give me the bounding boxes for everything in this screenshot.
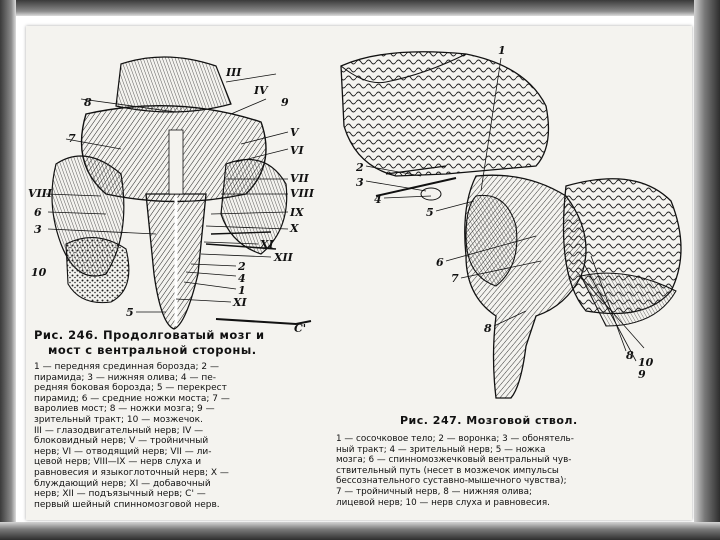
figure-246-title-line-2: мост с вентральной стороны. bbox=[48, 343, 257, 357]
figure-246-title bbox=[34, 328, 265, 358]
figure-246-caption bbox=[34, 362, 324, 510]
fig246-label-8: 8 bbox=[84, 96, 92, 109]
fig247-label-8-lower: 8 bbox=[484, 322, 492, 335]
caption-247-line: мозга; 6 — спинномозжечковый вентральный чув- bbox=[336, 455, 572, 466]
fig247-label-2: 2 bbox=[356, 161, 364, 174]
caption-247-line: 1 — сосочковое тело; 2 — воронка; 3 — обонятель- bbox=[336, 434, 574, 444]
caption-247-line: лицевой нерв; 10 — нерв слуха и равновесия. bbox=[336, 497, 550, 508]
caption-247-line: ствительный путь (несет в мозжечок импульсы bbox=[336, 465, 559, 476]
fig246-label-VII: VII bbox=[290, 172, 309, 185]
slide-frame-right bbox=[694, 0, 720, 540]
caption-246-line: нерв; XII — подъязычный нерв; C' — bbox=[34, 489, 206, 500]
slide-frame-top bbox=[0, 0, 720, 16]
fig246-label-XI-lower: XI bbox=[233, 296, 247, 309]
fig246-label-IV: IV bbox=[254, 84, 268, 97]
fig247-label-8: 8 bbox=[626, 349, 634, 362]
caption-247-line: ный тракт; 4 — зрительный нерв; 5 — ножка bbox=[336, 444, 546, 455]
fig246-label-6: 6 bbox=[34, 206, 42, 219]
caption-246-line: первый шейный спинномозговой нерв. bbox=[34, 499, 220, 510]
fig246-label-5: 5 bbox=[126, 306, 134, 319]
caption-247-line: бессознательного суставно-мышечного чувства); bbox=[336, 476, 567, 487]
fig246-label-VIII-right: VIII bbox=[290, 187, 314, 200]
fig247-label-4: 4 bbox=[374, 193, 382, 206]
fig247-label-10: 10 bbox=[638, 356, 654, 369]
fig247-label-1: 1 bbox=[498, 44, 506, 57]
fig246-label-X: X bbox=[290, 222, 299, 235]
slide-frame-left bbox=[0, 0, 16, 540]
fig246-label-4: 4 bbox=[238, 272, 246, 285]
caption-246-line: пирамид; 6 — средние ножки моста; 7 — bbox=[34, 393, 230, 404]
fig246-label-10: 10 bbox=[31, 266, 47, 279]
fig247-label-7: 7 bbox=[451, 272, 459, 285]
fig246-label-III: III bbox=[226, 66, 242, 79]
fig247-label-5: 5 bbox=[426, 206, 434, 219]
fig246-label-VIII-left: VIII bbox=[28, 187, 52, 200]
figure-247-caption bbox=[336, 434, 688, 508]
brainstem-lateral-drawing bbox=[326, 26, 692, 406]
slide-frame-bottom bbox=[0, 522, 720, 540]
caption-246-line: пирамида; 3 — нижняя олива; 4 — пе- bbox=[34, 372, 217, 383]
fig246-label-VI: VI bbox=[290, 144, 304, 157]
scanned-page bbox=[26, 26, 692, 520]
caption-246-line: цевой нерв; VIII—IX — нерв слуха и bbox=[34, 457, 202, 468]
caption-246-line: редняя боковая борозда; 5 — перекрест bbox=[34, 383, 227, 394]
caption-246-line: блуждающий нерв; XI — добавочный bbox=[34, 478, 211, 489]
fig247-label-6: 6 bbox=[436, 256, 444, 269]
fig246-label-IX: IX bbox=[290, 206, 304, 219]
figure-247-title: Рис. 247. Мозговой ствол. bbox=[400, 414, 578, 427]
fig246-label-9: 9 bbox=[281, 96, 289, 109]
fig247-label-3: 3 bbox=[356, 176, 364, 189]
caption-246-line: варолиев мост; 8 — ножки мозга; 9 — bbox=[34, 404, 215, 415]
caption-246-line: 1 — передняя срединная борозда; 2 — bbox=[34, 362, 220, 372]
caption-246-line: блоковидный нерв; V — тройничный bbox=[34, 436, 209, 447]
caption-246-line: III — глазодвигательный нерв; IV — bbox=[34, 425, 204, 436]
fig246-label-3: 3 bbox=[34, 223, 42, 236]
fig246-label-7: 7 bbox=[68, 132, 76, 145]
fig246-label-V: V bbox=[290, 126, 299, 139]
fig246-label-1: 1 bbox=[238, 284, 246, 297]
brainstem-ventral-drawing bbox=[26, 44, 326, 334]
figure-246-illustration bbox=[26, 44, 326, 334]
figure-246-title-line-1: Рис. 246. Продолговатый мозг и bbox=[34, 328, 265, 342]
figure-247-illustration bbox=[326, 26, 692, 406]
fig246-label-2: 2 bbox=[238, 260, 246, 273]
fig247-label-9: 9 bbox=[638, 368, 646, 381]
caption-247-line: 7 — тройничный нерв, 8 — нижняя олива; bbox=[336, 486, 532, 497]
caption-246-line: зрительный тракт; 10 — мозжечок. bbox=[34, 414, 203, 425]
caption-246-line: нерв; VI — отводящий нерв; VII — ли- bbox=[34, 446, 212, 457]
caption-246-line: равновесия и языкоглоточный нерв; X — bbox=[34, 467, 229, 478]
fig246-label-C: C' bbox=[294, 322, 307, 334]
fig246-label-XI: XI bbox=[260, 238, 274, 251]
fig246-label-XII: XII bbox=[274, 251, 293, 264]
